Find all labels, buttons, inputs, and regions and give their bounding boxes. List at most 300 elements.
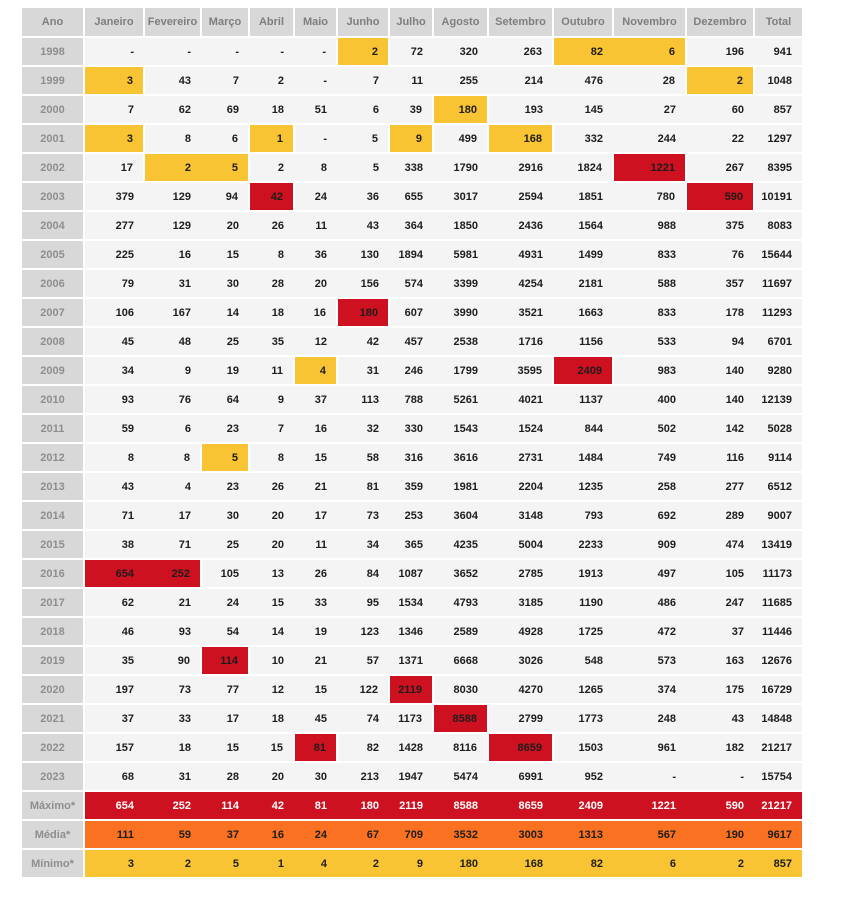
value-cell: 1137 [553,385,613,414]
value-cell: 1851 [553,182,613,211]
value-cell: 17 [84,153,144,182]
value-cell: 709 [389,820,433,849]
year-cell: 2019 [22,646,84,675]
value-cell: 193 [488,95,553,124]
value-cell: 338 [389,153,433,182]
value-cell: 2785 [488,559,553,588]
value-cell: 2233 [553,530,613,559]
value-cell: 6 [201,124,249,153]
value-cell: 316 [389,443,433,472]
year-cell: 2007 [22,298,84,327]
value-cell: 12 [249,675,294,704]
value-cell: 2799 [488,704,553,733]
value-cell: 178 [686,298,754,327]
value-cell: 14 [201,298,249,327]
value-cell: 34 [337,530,389,559]
value-cell: 2594 [488,182,553,211]
value-cell: 7 [249,414,294,443]
value-cell: 15 [249,733,294,762]
value-cell: 1503 [553,733,613,762]
column-header-month: Fevereiro [144,8,201,37]
value-cell: 1725 [553,617,613,646]
value-cell: 788 [389,385,433,414]
value-cell: 497 [613,559,686,588]
value-cell: 844 [553,414,613,443]
value-cell: 502 [613,414,686,443]
value-cell: 19 [201,356,249,385]
value-cell: 14 [249,617,294,646]
value-cell: 3990 [433,298,488,327]
value-cell: 17 [144,501,201,530]
value-cell: 45 [294,704,337,733]
value-cell: 7 [201,66,249,95]
value-cell: 1428 [389,733,433,762]
value-cell: 857 [754,95,802,124]
value-cell: 4254 [488,269,553,298]
value-cell: 6512 [754,472,802,501]
summary-row-avg [22,820,802,849]
value-cell: 590 [686,791,754,820]
value-cell: 196 [686,37,754,66]
value-cell: 20 [249,501,294,530]
value-cell: 255 [433,66,488,95]
value-cell: 180 [433,95,488,124]
value-cell: 8 [249,443,294,472]
value-cell: 16 [144,240,201,269]
value-cell: 1534 [389,588,433,617]
value-cell: 23 [201,414,249,443]
value-cell: 46 [84,617,144,646]
value-cell: 289 [686,501,754,530]
table-row [22,733,802,762]
value-cell: 246 [389,356,433,385]
table-row [22,124,802,153]
value-cell: 253 [389,501,433,530]
value-cell: 21 [294,472,337,501]
value-cell: 13 [249,559,294,588]
data-table [22,8,802,879]
value-cell: - [294,124,337,153]
value-cell: 25 [201,327,249,356]
value-cell: - [294,37,337,66]
value-cell: 3017 [433,182,488,211]
header-row [22,8,802,37]
value-cell: 38 [84,530,144,559]
column-header-month: Novembro [613,8,686,37]
value-cell: 4235 [433,530,488,559]
table-body [22,37,802,878]
value-cell: 1981 [433,472,488,501]
value-cell: 8 [144,443,201,472]
table-row [22,211,802,240]
value-cell: 15 [294,675,337,704]
value-cell: 5 [337,124,389,153]
value-cell: 43 [144,66,201,95]
value-cell: 42 [249,791,294,820]
year-cell: 2015 [22,530,84,559]
value-cell: 20 [249,530,294,559]
value-cell: 16729 [754,675,802,704]
value-cell: 2119 [389,675,433,704]
value-cell: 332 [553,124,613,153]
value-cell: 95 [337,588,389,617]
value-cell: 961 [613,733,686,762]
value-cell: 79 [84,269,144,298]
value-cell: 59 [144,820,201,849]
table-row [22,269,802,298]
value-cell: 36 [294,240,337,269]
value-cell: 214 [488,66,553,95]
value-cell: 28 [201,762,249,791]
value-cell: 68 [84,762,144,791]
value-cell: 654 [84,791,144,820]
value-cell: 18 [249,704,294,733]
value-cell: 11 [249,356,294,385]
year-cell: 2006 [22,269,84,298]
value-cell: 983 [613,356,686,385]
value-cell: 3 [84,66,144,95]
value-cell: 2409 [553,791,613,820]
value-cell: 28 [613,66,686,95]
value-cell: - [613,762,686,791]
value-cell: 6 [613,849,686,878]
value-cell: 7 [337,66,389,95]
value-cell: 2916 [488,153,553,182]
value-cell: 1221 [613,153,686,182]
value-cell: 1297 [754,124,802,153]
value-cell: 655 [389,182,433,211]
column-header-month: Outubro [553,8,613,37]
table-row [22,37,802,66]
value-cell: 114 [201,791,249,820]
value-cell: 129 [144,211,201,240]
year-cell: 2022 [22,733,84,762]
value-cell: 5 [201,443,249,472]
value-cell: 8659 [488,733,553,762]
value-cell: 73 [144,675,201,704]
year-cell: 2001 [22,124,84,153]
value-cell: 67 [337,820,389,849]
value-cell: 8588 [433,704,488,733]
value-cell: 1913 [553,559,613,588]
value-cell: 62 [84,588,144,617]
value-cell: 31 [144,269,201,298]
value-cell: 3 [84,849,144,878]
table-row [22,530,802,559]
column-header-month: Dezembro [686,8,754,37]
year-cell: 2011 [22,414,84,443]
summary-row-max [22,791,802,820]
value-cell: 30 [201,269,249,298]
value-cell: 8 [144,124,201,153]
value-cell: 26 [249,472,294,501]
value-cell: 7 [84,95,144,124]
value-cell: 1265 [553,675,613,704]
value-cell: 5028 [754,414,802,443]
value-cell: 252 [144,791,201,820]
value-cell: 4270 [488,675,553,704]
value-cell: 48 [144,327,201,356]
value-cell: 3595 [488,356,553,385]
value-cell: 105 [686,559,754,588]
value-cell: 58 [337,443,389,472]
value-cell: 1524 [488,414,553,443]
table-row [22,95,802,124]
value-cell: 24 [201,588,249,617]
value-cell: 365 [389,530,433,559]
value-cell: 3399 [433,269,488,298]
value-cell: - [144,37,201,66]
value-cell: 21 [294,646,337,675]
value-cell: 9 [249,385,294,414]
value-cell: 21217 [754,733,802,762]
value-cell: 94 [686,327,754,356]
value-cell: 1564 [553,211,613,240]
year-cell: 2002 [22,153,84,182]
value-cell: 167 [144,298,201,327]
value-cell: 6668 [433,646,488,675]
value-cell: 909 [613,530,686,559]
value-cell: 20 [201,211,249,240]
value-cell: 190 [686,820,754,849]
value-cell: 157 [84,733,144,762]
value-cell: 16 [294,414,337,443]
value-cell: 749 [613,443,686,472]
value-cell: 2731 [488,443,553,472]
value-cell: 1773 [553,704,613,733]
value-cell: 244 [613,124,686,153]
value-cell: 379 [84,182,144,211]
value-cell: 1484 [553,443,613,472]
value-cell: 34 [84,356,144,385]
value-cell: 37 [84,704,144,733]
value-cell: 130 [337,240,389,269]
value-cell: 1048 [754,66,802,95]
value-cell: 3616 [433,443,488,472]
value-cell: 69 [201,95,249,124]
table-row [22,153,802,182]
value-cell: 833 [613,298,686,327]
value-cell: 3026 [488,646,553,675]
value-cell: 11173 [754,559,802,588]
value-cell: 16 [294,298,337,327]
value-cell: 3003 [488,820,553,849]
value-cell: 574 [389,269,433,298]
value-cell: 4 [294,356,337,385]
table-row [22,385,802,414]
value-cell: 42 [249,182,294,211]
value-cell: 2 [337,37,389,66]
value-cell: 364 [389,211,433,240]
value-cell: 1087 [389,559,433,588]
year-cell: 2005 [22,240,84,269]
value-cell: 59 [84,414,144,443]
value-cell: 457 [389,327,433,356]
value-cell: 76 [144,385,201,414]
value-cell: 122 [337,675,389,704]
value-cell: 567 [613,820,686,849]
value-cell: 30 [201,501,249,530]
value-cell: 15644 [754,240,802,269]
value-cell: 3521 [488,298,553,327]
value-cell: 2 [686,66,754,95]
value-cell: 10191 [754,182,802,211]
value-cell: 6 [613,37,686,66]
value-cell: 1 [249,849,294,878]
value-cell: 24 [294,820,337,849]
value-cell: 71 [84,501,144,530]
value-cell: 13419 [754,530,802,559]
year-cell: 1998 [22,37,84,66]
table-row [22,66,802,95]
value-cell: 330 [389,414,433,443]
value-cell: 5981 [433,240,488,269]
value-cell: 4931 [488,240,553,269]
value-cell: 476 [553,66,613,95]
value-cell: 6991 [488,762,553,791]
value-cell: 8659 [488,791,553,820]
value-cell: 359 [389,472,433,501]
value-cell: 168 [488,849,553,878]
value-cell: 168 [488,124,553,153]
value-cell: 499 [433,124,488,153]
table-row [22,762,802,791]
column-header-month: Março [201,8,249,37]
summary-label-cell: Média* [22,820,84,849]
value-cell: 163 [686,646,754,675]
value-cell: 1173 [389,704,433,733]
value-cell: 43 [84,472,144,501]
value-cell: 2 [144,849,201,878]
value-cell: 2 [337,849,389,878]
table-row [22,472,802,501]
value-cell: 9 [389,124,433,153]
value-cell: 2 [144,153,201,182]
value-cell: 18 [144,733,201,762]
value-cell: - [294,66,337,95]
value-cell: 941 [754,37,802,66]
value-cell: 180 [337,791,389,820]
value-cell: 5 [201,153,249,182]
value-cell: 64 [201,385,249,414]
value-cell: 62 [144,95,201,124]
value-cell: 857 [754,849,802,878]
value-cell: 6 [337,95,389,124]
value-cell: 9 [389,849,433,878]
value-cell: 1313 [553,820,613,849]
year-cell: 2013 [22,472,84,501]
value-cell: 105 [201,559,249,588]
value-cell: 20 [294,269,337,298]
value-cell: 2119 [389,791,433,820]
value-cell: 258 [613,472,686,501]
value-cell: - [201,37,249,66]
value-cell: 247 [686,588,754,617]
value-cell: 4021 [488,385,553,414]
value-cell: 37 [201,820,249,849]
table-row [22,443,802,472]
year-cell: 2004 [22,211,84,240]
column-header-month: Julho [389,8,433,37]
table-row [22,501,802,530]
value-cell: 15 [294,443,337,472]
year-cell: 2009 [22,356,84,385]
value-cell: 5261 [433,385,488,414]
value-cell: 1156 [553,327,613,356]
value-cell: 548 [553,646,613,675]
value-cell: 3604 [433,501,488,530]
value-cell: 43 [337,211,389,240]
value-cell: 77 [201,675,249,704]
value-cell: 486 [613,588,686,617]
value-cell: 225 [84,240,144,269]
value-cell: 76 [686,240,754,269]
value-cell: 1790 [433,153,488,182]
value-cell: 988 [613,211,686,240]
value-cell: 24 [294,182,337,211]
table-row [22,559,802,588]
value-cell: 19 [294,617,337,646]
value-cell: 2181 [553,269,613,298]
value-cell: 11 [294,211,337,240]
value-cell: 263 [488,37,553,66]
value-cell: 17 [294,501,337,530]
column-header-month: Setembro [488,8,553,37]
year-cell: 2010 [22,385,84,414]
year-cell: 2003 [22,182,84,211]
value-cell: 248 [613,704,686,733]
value-cell: - [249,37,294,66]
value-cell: 374 [613,675,686,704]
value-cell: 4 [144,472,201,501]
value-cell: 9114 [754,443,802,472]
value-cell: 2204 [488,472,553,501]
year-cell: 2008 [22,327,84,356]
value-cell: 36 [337,182,389,211]
value-cell: 30 [294,762,337,791]
value-cell: 113 [337,385,389,414]
value-cell: 1947 [389,762,433,791]
value-cell: 142 [686,414,754,443]
value-cell: 5474 [433,762,488,791]
value-cell: 81 [294,733,337,762]
column-header-month: Abril [249,8,294,37]
table-row [22,240,802,269]
value-cell: 2409 [553,356,613,385]
value-cell: 277 [686,472,754,501]
value-cell: 2 [249,153,294,182]
value-cell: 472 [613,617,686,646]
value-cell: 20 [249,762,294,791]
value-cell: 37 [294,385,337,414]
value-cell: 51 [294,95,337,124]
value-cell: 8083 [754,211,802,240]
value-cell: 12139 [754,385,802,414]
value-cell: 18 [249,95,294,124]
table-row [22,414,802,443]
value-cell: 1716 [488,327,553,356]
value-cell: 533 [613,327,686,356]
value-cell: 780 [613,182,686,211]
value-cell: 400 [613,385,686,414]
column-header-month: Maio [294,8,337,37]
year-cell: 2018 [22,617,84,646]
year-cell: 2012 [22,443,84,472]
year-cell: 2014 [22,501,84,530]
value-cell: 11446 [754,617,802,646]
value-cell: 4793 [433,588,488,617]
value-cell: 182 [686,733,754,762]
